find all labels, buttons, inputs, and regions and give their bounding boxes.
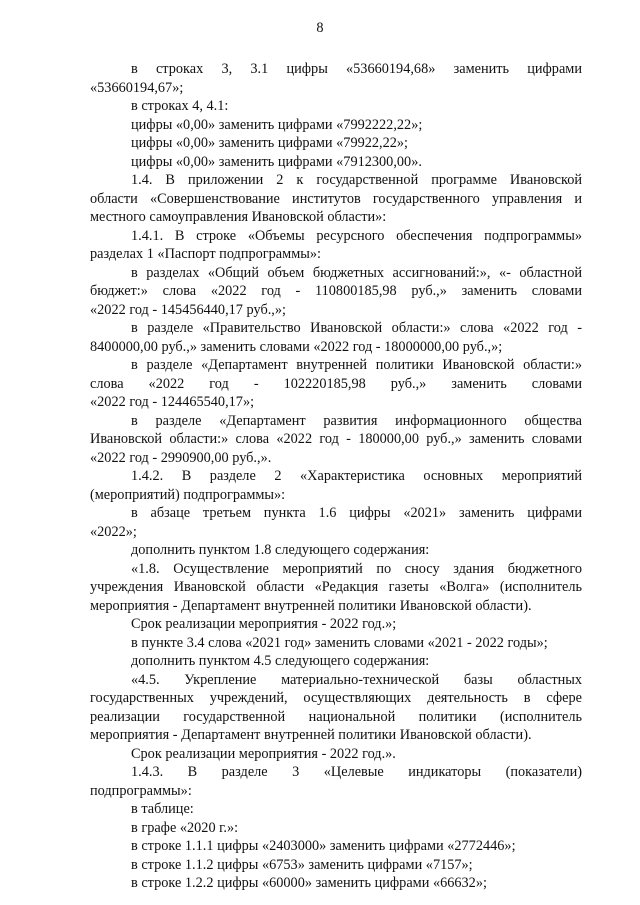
text-line: подпрограммы»:	[90, 782, 192, 799]
text-line: 1.4.1. В строке «Объемы ресурсного обеспечения подпрограммы»	[131, 227, 582, 244]
text-line: «2022 год - 145456440,17 руб.,»;	[90, 301, 286, 318]
text-line: области «Совершенствование институтов государственного управления и	[90, 190, 582, 207]
text-line: в графе «2020 г.»:	[131, 819, 239, 836]
text-line: 1.4. В приложении 2 к государственной программе Ивановской	[131, 172, 582, 188]
text-line: 1.4.3. В разделе 3 «Целевые индикаторы (показатели)	[131, 764, 582, 780]
text-line: Ивановской области:» слова «2022 год - 180000,00 руб.,» заменить словами	[90, 431, 582, 447]
text-line: в строке 1.2.2 цифры «60000» заменить цифрами «66632»;	[131, 875, 487, 891]
text-line: «1.8. Осуществление мероприятий по сносу здания бюджетного	[131, 560, 582, 577]
text-line: «4.5. Укрепление материально-технической базы областных	[131, 671, 582, 688]
text-line: местного самоуправления Ивановской области»:	[90, 209, 387, 225]
text-line: в разделах «Общий объем бюджетных ассигнований:», «- областной	[131, 264, 582, 281]
text-line: 1.4.2. В разделе 2 «Характеристика основных мероприятий	[131, 468, 582, 484]
text-line: «2022 год - 124465540,17»;	[90, 394, 255, 410]
text-line: разделах 1 «Паспорт подпрограммы»:	[90, 246, 321, 262]
text-line: «53660194,67»;	[90, 79, 184, 96]
text-line: «2022 год - 2990900,00 руб.,».	[90, 449, 272, 466]
text-line: в абзаце третьем пункта 1.6 цифры «2021» заменить цифрами	[131, 505, 582, 521]
text-line: дополнить пунктом 4.5 следующего содержания:	[131, 653, 430, 669]
text-line: мероприятия - Департамент внутренней политики Ивановской области).	[90, 597, 532, 614]
text-line: цифры «0,00» заменить цифрами «7912300,00».	[131, 153, 422, 170]
text-line: слова «2022 год - 102220185,98 руб.,» заменить словами	[90, 375, 582, 392]
text-line: в строках 4, 4.1:	[131, 98, 229, 114]
text-line: цифры «0,00» заменить цифрами «79922,22»;	[131, 135, 409, 151]
text-line: бюджет:» слова «2022 год - 110800185,98 руб.,» заменить словами	[90, 283, 582, 299]
text-line: реализации государственной национальной политики (исполнитель	[90, 708, 582, 725]
text-line: цифры «0,00» заменить цифрами «7992222,22»;	[131, 116, 423, 133]
text-line: дополнить пунктом 1.8 следующего содержания:	[131, 542, 430, 558]
text-line: в строке 1.1.1 цифры «2403000» заменить цифрами «2772446»;	[131, 838, 516, 854]
text-line: Срок реализации мероприятия - 2022 год.».	[131, 745, 396, 762]
text-line: в пункте 3.4 слова «2021 год» заменить словами «2021 - 2022 годы»;	[131, 634, 548, 651]
text-line: учреждения Ивановской области «Редакция газеты «Волга» (исполнитель	[90, 579, 582, 595]
text-line: 8400000,00 руб.,» заменить словами «2022 год - 18000000,00 руб.,»;	[90, 338, 503, 355]
text-line: в строке 1.1.2 цифры «6753» заменить цифрами «7157»;	[131, 856, 473, 873]
text-line: в разделе «Департамент внутренней политики Ивановской области:»	[131, 357, 582, 373]
text-line: государственных учреждений, осуществляющих деятельность в сфере	[90, 690, 582, 706]
text-line: мероприятия - Департамент внутренней политики Ивановской области).	[90, 727, 532, 743]
text-line: (мероприятий) подпрограммы»:	[90, 486, 286, 503]
document-body	[90, 60, 582, 893]
text-line: в разделе «Департамент развития информационного общества	[131, 412, 582, 429]
page-number: 8	[316, 20, 324, 36]
text-line: «2022»;	[90, 523, 137, 540]
text-line: в разделе «Правительство Ивановской области:» слова «2022 год -	[131, 320, 582, 336]
text-line: в таблице:	[131, 801, 194, 817]
text-line: в строках 3, 3.1 цифры «53660194,68» заменить цифрами	[131, 61, 582, 77]
text-line: Срок реализации мероприятия - 2022 год.»;	[131, 616, 397, 632]
